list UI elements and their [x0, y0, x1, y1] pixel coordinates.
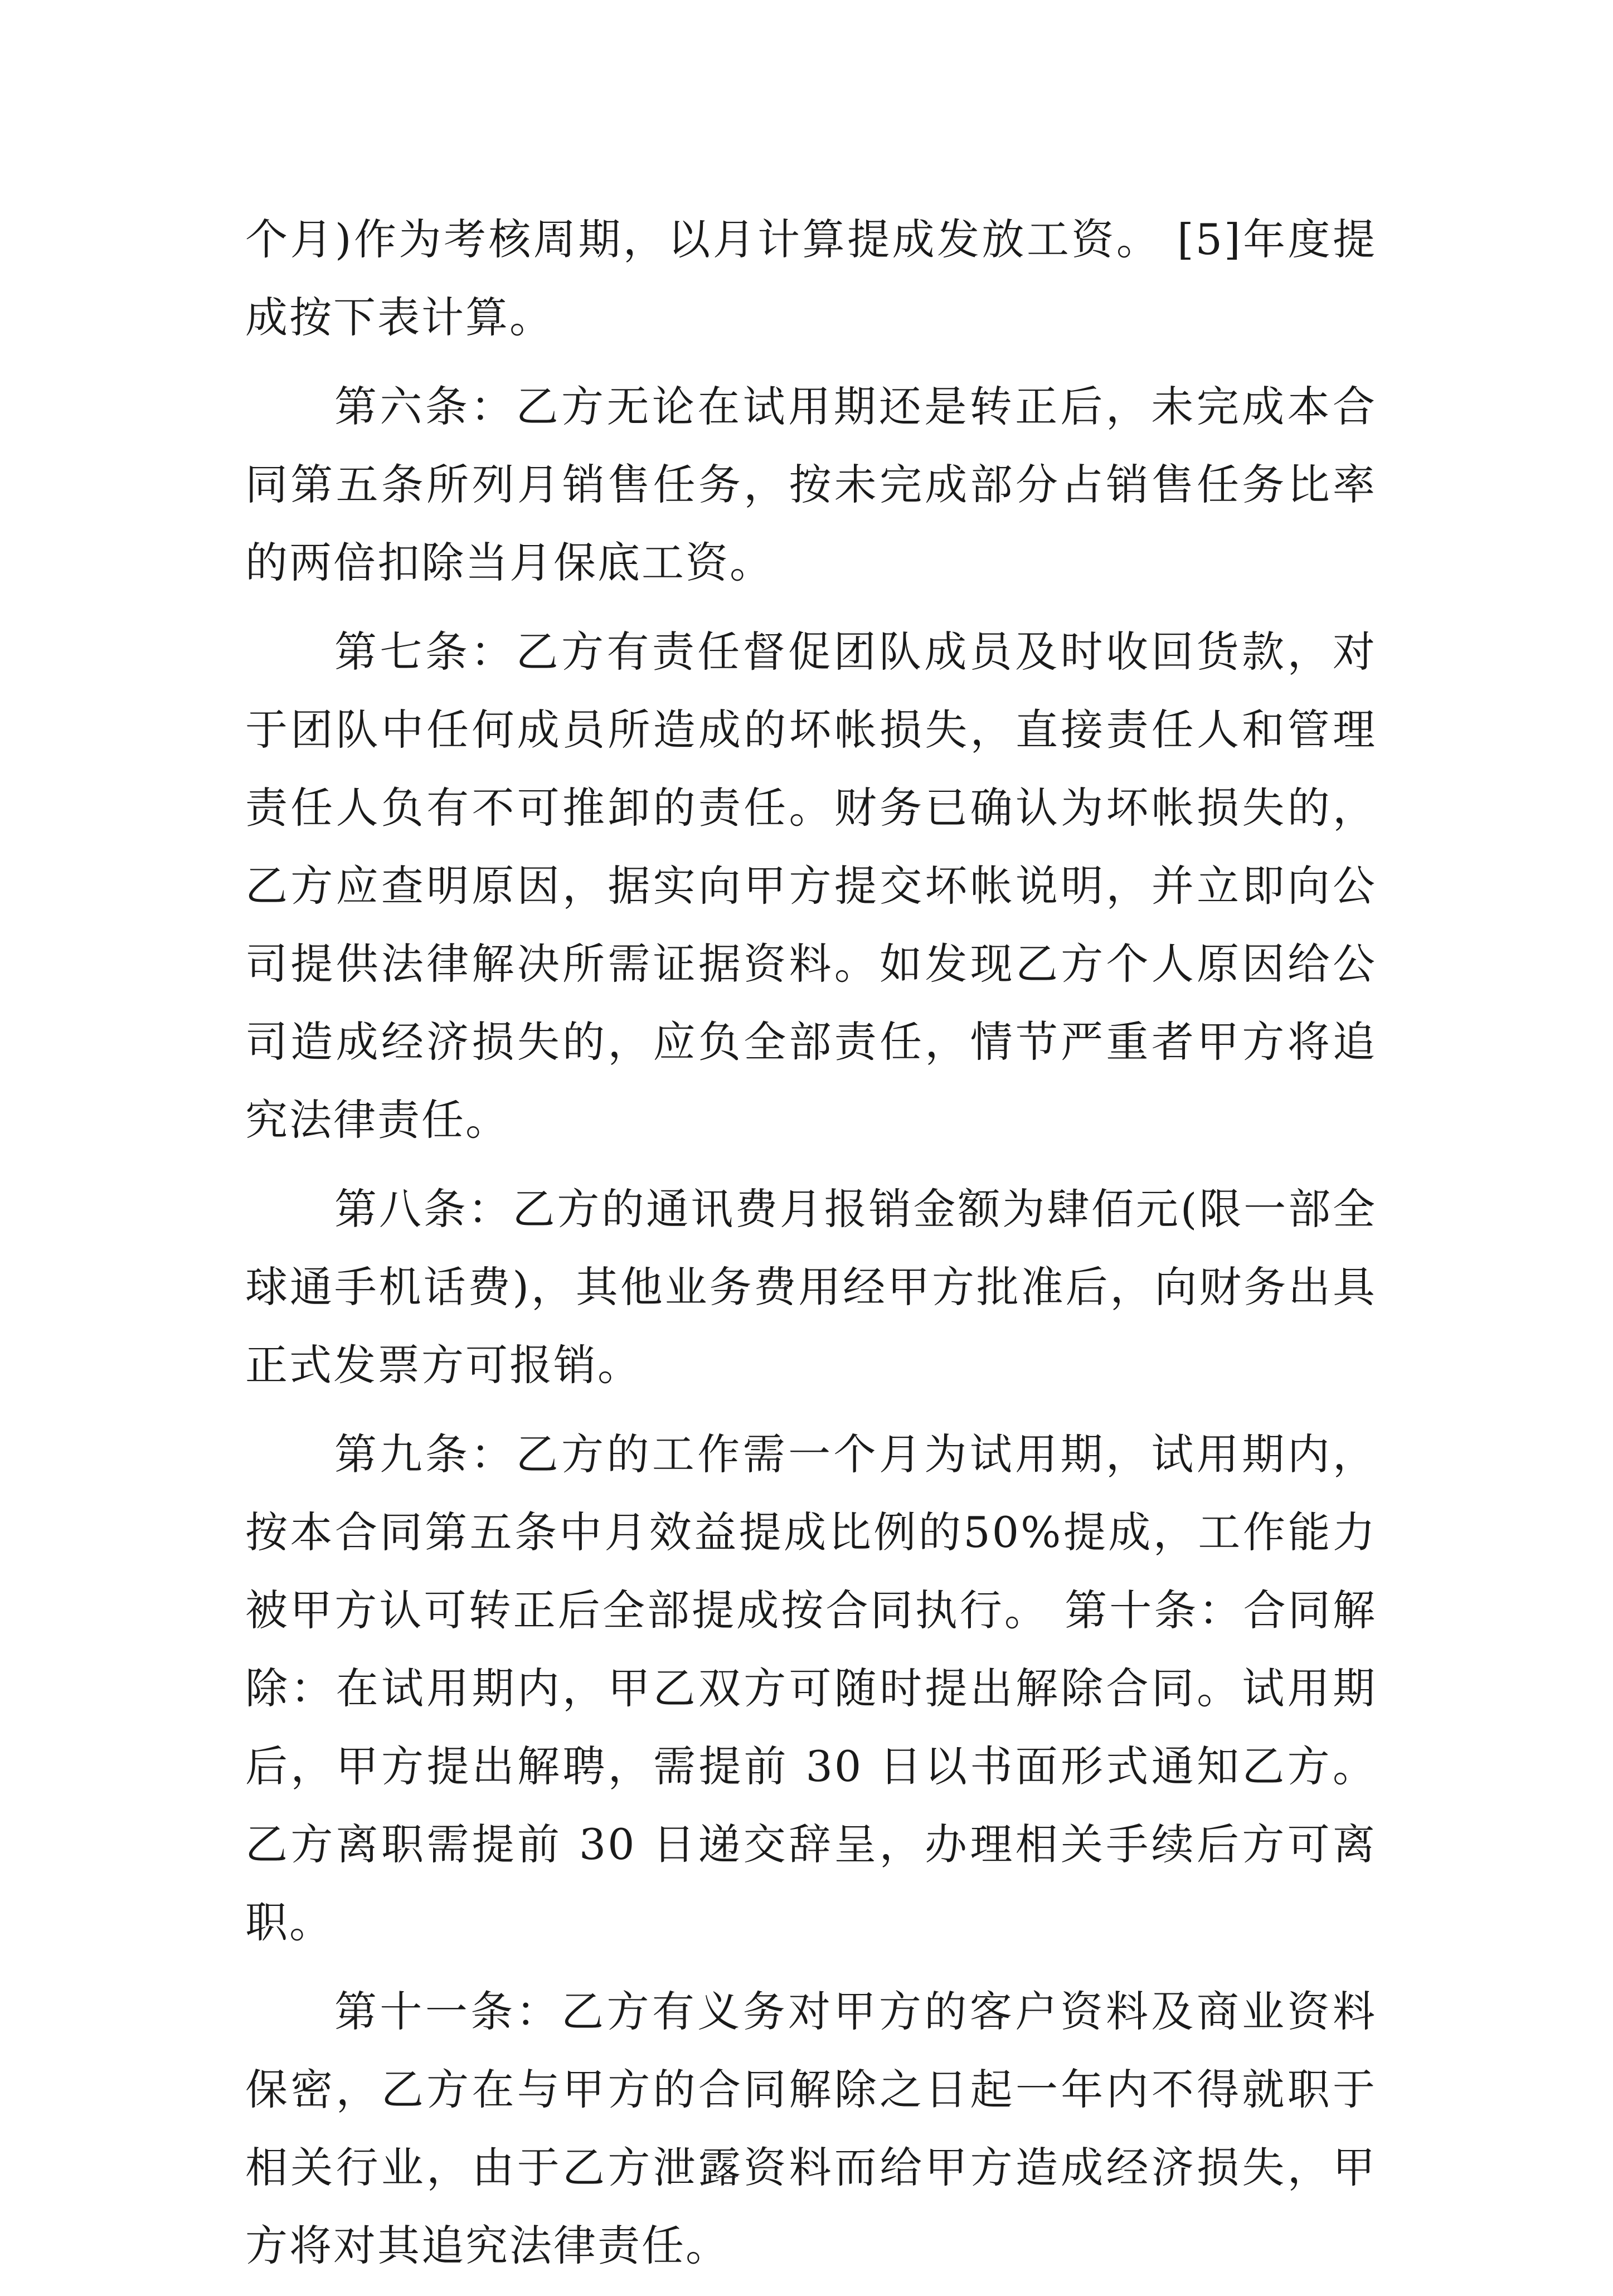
paragraph-continuation: 个月)作为考核周期，以月计算提成发放工资。 [5]年度提成按下表计算。: [245, 215, 1377, 342]
document-body: [245, 201, 1377, 2296]
paragraph-article-8: 第八条：乙方的通讯费月报销金额为肆佰元(限一部全球通手机话费)，其他业务费用经甲方批准后，向财务出具正式发票方可报销。: [245, 1184, 1377, 1390]
paragraph-article-11: 第十一条：乙方有义务对甲方的客户资料及商业资料保密，乙方在与甲方的合同解除之日起一年内不得就职于相关行业，由于乙方泄露资料而给甲方造成经济损失，甲方将对其追究法律责任。: [245, 1987, 1377, 2270]
paragraph-article-6: 第六条：乙方无论在试用期还是转正后，未完成本合同第五条所列月销售任务，按未完成部分占销售任务比率的两倍扣除当月保底工资。: [245, 382, 1377, 587]
paragraph-article-9-10: 第九条：乙方的工作需一个月为试用期，试用期内，按本合同第五条中月效益提成比例的50%提成，工作能力被甲方认可转正后全部提成按合同执行。 第十条：合同解除：在试用期内，甲乙双方可随时提出解除合同。试用期后，甲方提出解聘，需提前 30 日以书面形式通知乙方。乙方离职需提前 30 日递交辞呈，办理相关手续后方可离职。: [245, 1429, 1377, 1947]
paragraph-article-7: 第七条：乙方有责任督促团队成员及时收回货款，对于团队中任何成员所造成的坏帐损失，直接责任人和管理责任人负有不可推卸的责任。财务已确认为坏帐损失的，乙方应查明原因，据实向甲方提交坏帐说明，并立即向公司提供法律解决所需证据资料。如发现乙方个人原因给公司造成经济损失的，应负全部责任，情节严重者甲方将追究法律责任。: [245, 627, 1377, 1145]
